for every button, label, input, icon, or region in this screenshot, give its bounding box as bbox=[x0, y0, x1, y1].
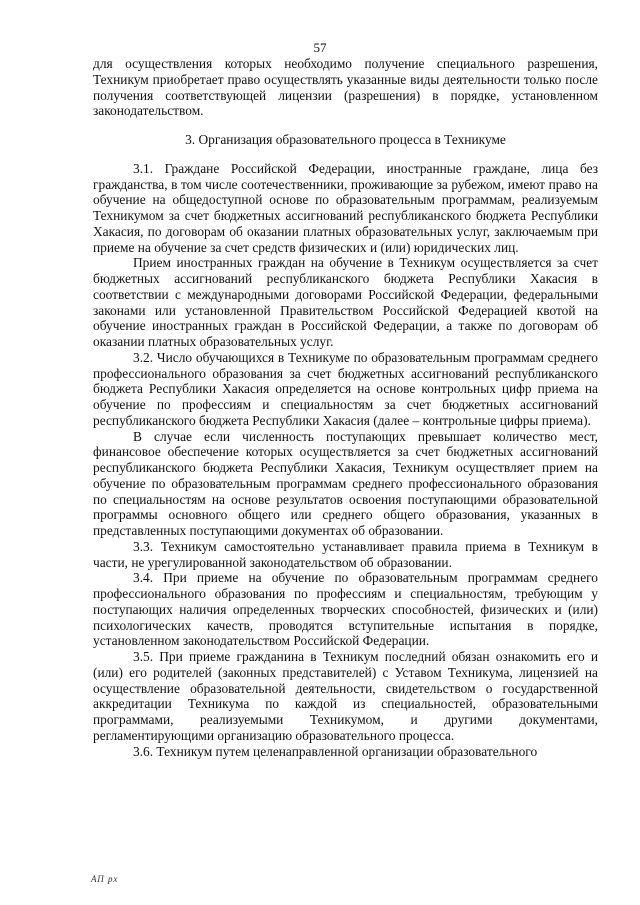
paragraph-competition: В случае если численность поступающих превышает количество мест, финансовое обеспечение которых осуществляется за счет бюджетных ассигнований республиканского бюджета Республики Хакасия, Техникум осуществляет прием на обучение по образовательным программам среднего профессионального образования по специальностям на основе результатов освоения поступающими образовательной программы основного общего или среднего общего образования, указанных в представленных поступающими документах об образовании. bbox=[93, 428, 598, 538]
paragraph-3-1: 3.1. Граждане Российской Федерации, иностранные граждане, лица без гражданства, в том числе соотечественники, проживающие за рубежом, имеют право на обучение на общедоступной основе по образовательным программам, реализуемым Техникумом за счет бюджетных ассигнований республиканского бюджета Республики Хакасия, по договорам об оказании платных образовательных услуг, заключаемым при приеме на обучение за счет средств физических и (или) юридических лиц. bbox=[93, 160, 598, 255]
intro-paragraph: для осуществления которых необходимо получение специального разрешения, Техникум приобретает право осуществлять указанные виды деятельности только после получения соответствующей лицензии (разрешения) в порядке, установленном законодательством. bbox=[93, 56, 598, 119]
paragraph-3-4: 3.4. При приеме на обучение по образовательным программам среднего профессионального образования по профессиям и специальностям, требующим у поступающих наличия определенных творческих способностей, физических и (или) психологических качеств, проводятся вступительные испытания в порядке, установленном законодательством Российской Федерации. bbox=[93, 570, 598, 649]
paragraph-3-2: 3.2. Число обучающихся в Техникуме по образовательным программам среднего профессионального образования за счет бюджетных ассигнований республиканского бюджета Республики Хакасия определяется на основе контрольных цифр приема на обучение по профессиям и специальностям за счет бюджетных ассигнований республиканского бюджета Республики Хакасия (далее – контрольные цифры приема). bbox=[93, 349, 598, 428]
section-heading: 3. Организация образовательного процесса в Техникуме bbox=[185, 132, 506, 147]
page-number: 57 bbox=[313, 40, 327, 55]
paragraph-3-6: 3.6. Техникум путем целенаправленной организации образовательного bbox=[133, 743, 538, 759]
document-body bbox=[93, 56, 598, 759]
paragraph-3-5: 3.5. При приеме гражданина в Техникум последний обязан ознакомить его и (или) его родителей (законных представителей) с Уставом Техникума, лицензией на осуществление образовательной деятельности, свидетельством о государственной аккредитации Техникума по каждой из специальностей, образовательными программами, реализуемыми Техникумом, и другими документами, регламентирующими организацию образовательного процесса. bbox=[93, 649, 598, 743]
paragraph-3-3: 3.3. Техникум самостоятельно устанавливает правила приема в Техникум в части, не урегулированной законодательством об образовании. bbox=[93, 538, 598, 570]
paragraph-foreign-admission: Прием иностранных граждан на обучение в Техникум осуществляется за счет бюджетных ассигнований республиканского бюджета Республики Хакасия в соответствии с международными договорами Российской Федерации, федеральными законами или установленной Правительством Российской Федерацией квотой на обучение иностранных граждан в Российской Федерации, а также по договорам об оказании платных образовательных услуг. bbox=[93, 255, 598, 349]
footer-stamp: АП рх bbox=[91, 874, 119, 884]
